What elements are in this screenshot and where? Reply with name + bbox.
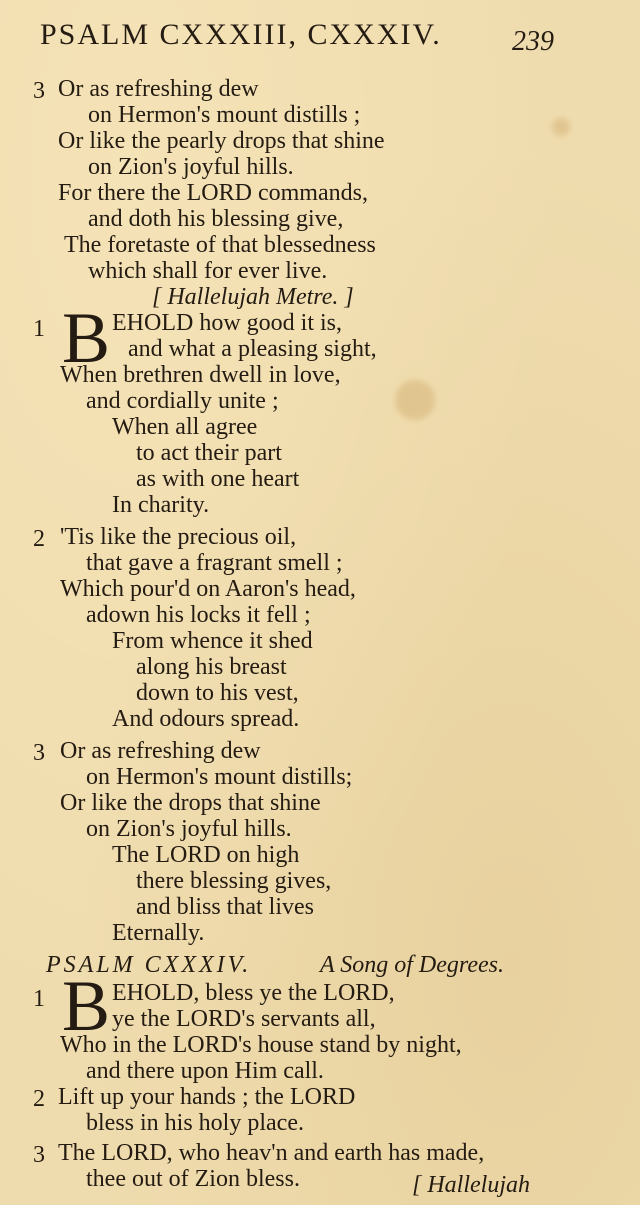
verse-line: to act their part [136,440,282,466]
verse-line: Who in the LORD's house stand by night, [60,1032,462,1058]
drop-cap: B [62,298,111,378]
verse-line: ye the LORD's servants all, [112,1006,376,1032]
verse-line: which shall for ever live. [88,258,328,284]
verse-line: In charity. [112,492,210,518]
verse-line: Or as refreshing dew [60,738,261,764]
paper-stain [552,118,570,136]
verse-line: and bliss that lives [136,894,314,920]
verse-line: adown his locks it fell ; [86,602,311,628]
verse-line: Or like the pearly drops that shine [58,128,385,154]
verse-line: 'Tis like the precious oil, [60,524,297,550]
verse-line: and what a pleasing sight, [128,336,377,362]
verse-line: on Zion's joyful hills. [88,154,294,180]
verse-line: When brethren dwell in love, [60,362,341,388]
verse-line: Which pour'd on Aaron's head, [60,576,356,602]
psalm-subtitle: A Song of Degrees. [320,952,504,978]
verse-line: and doth his blessing give, [88,206,344,232]
verse-line: Or as refreshing dew [58,76,259,102]
verse-line: For there the LORD commands, [58,180,368,206]
verse-line: When all agree [112,414,258,440]
verse-line: Lift up your hands ; the LORD [58,1084,356,1110]
verse-line: that gave a fragrant smell ; [86,550,343,576]
verse-line: on Hermon's mount distills ; [88,102,361,128]
verse-line: The foretaste of that blessedness [64,232,376,258]
page-number: 239 [512,26,554,57]
metre-note: [ Hallelujah Metre. ] [152,284,354,310]
verse-number: 1 [33,986,45,1012]
verse-line: and there upon Him call. [86,1058,324,1084]
verse-number: 3 [33,740,45,766]
verse-number: 2 [33,1086,45,1112]
verse-line: And odours spread. [112,706,300,732]
verse-line: as with one heart [136,466,300,492]
verse-number: 2 [33,526,45,552]
psalm-heading: PSALM CXXXIV. [46,952,252,978]
verse-line: Or like the drops that shine [60,790,321,816]
verse-line: on Zion's joyful hills. [86,816,292,842]
verse-line: EHOLD how good it is, [112,310,342,336]
verse-line: on Hermon's mount distills; [86,764,353,790]
paper-stain [395,380,435,420]
verse-line: The LORD on high [112,842,300,868]
verse-line: along his breast [136,654,287,680]
verse-number: 1 [33,316,45,342]
catchword: [ Hallelujah [412,1172,530,1198]
verse-line: The LORD, who heav'n and earth has made, [58,1140,485,1166]
verse-line: bless in his holy place. [86,1110,304,1136]
verse-line: From whence it shed [112,628,313,654]
verse-line: Eternally. [112,920,205,946]
running-title: PSALM CXXXIII, CXXXIV. [40,18,442,51]
verse-number: 3 [33,1142,45,1168]
verse-line: thee out of Zion bless. [86,1166,300,1192]
verse-line: there blessing gives, [136,868,332,894]
verse-line: down to his vest, [136,680,299,706]
drop-cap: B [62,966,111,1046]
verse-number: 3 [33,78,45,104]
verse-line: EHOLD, bless ye the LORD, [112,980,395,1006]
verse-line: and cordially unite ; [86,388,279,414]
